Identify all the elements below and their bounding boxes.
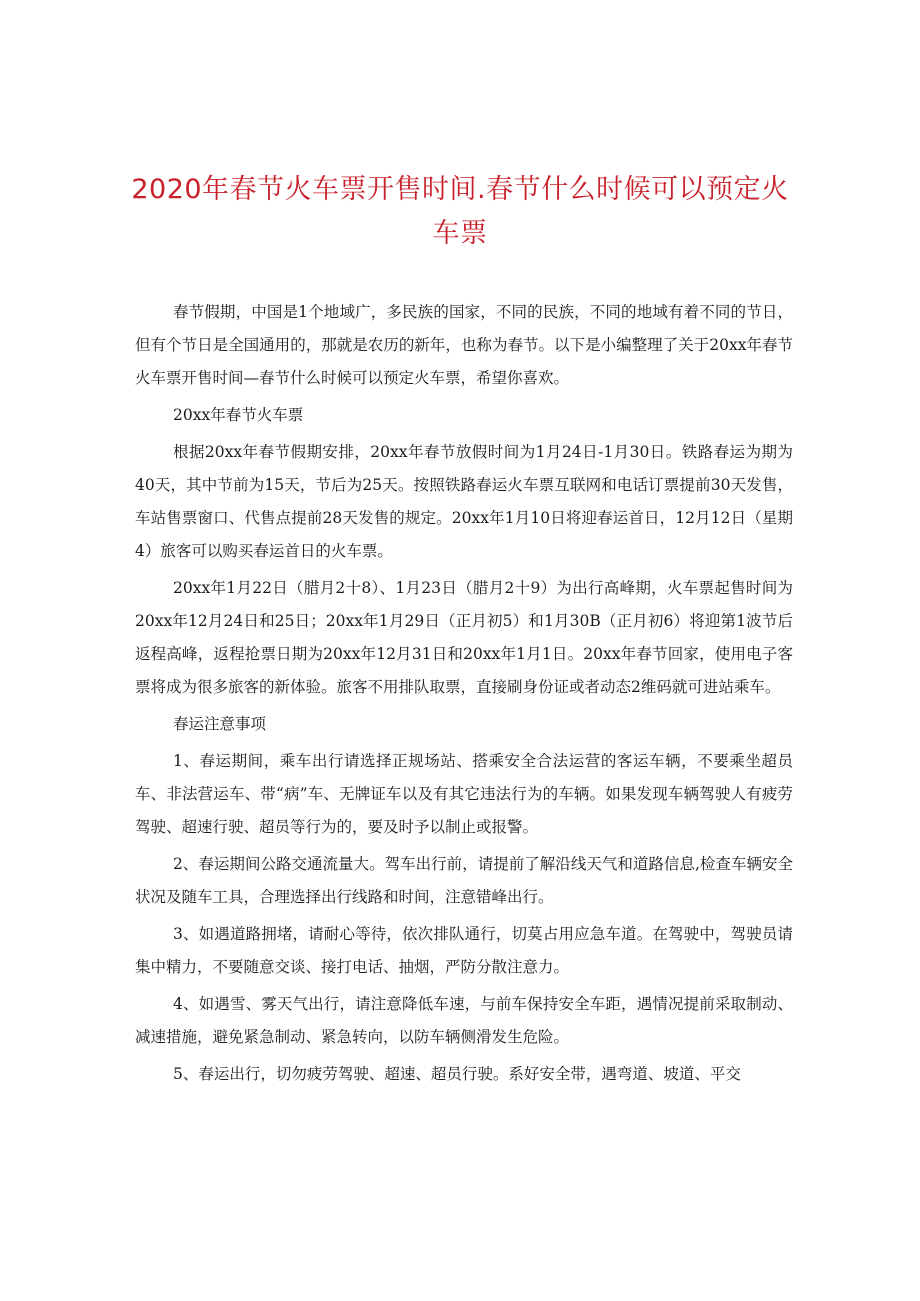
document-body	[135, 296, 793, 1095]
note-item-2: 2、春运期间公路交通流量大。驾车出行前，请提前了解沿线天气和道路信息,检查车辆安全状况及随车工具，合理选择出行线路和时间，注意错峰出行。	[135, 855, 793, 906]
note-item-1: 1、春运期间，乘车出行请选择正规场站、搭乘安全合法运营的客运车辆，不要乘坐超员车、非法营运车、带“病”车、无牌证车以及有其它违法行为的车辆。如果发现车辆驾驶人有疲劳驾驶、超速行驶、超员等行为的，要及时予以制止或报警。	[135, 752, 793, 836]
note-item-4: 4、如遇雪、雾天气出行，请注意降低车速，与前车保持安全车距，遇情况提前采取制动、减速措施，避免紧急制动、紧急转向，以防车辆侧滑发生危险。	[135, 995, 793, 1046]
paragraph-schedule: 根据20xx年春节假期安排，20xx年春节放假时间为1月24日-1月30日。铁路春运为期为40天，其中节前为15天，节后为25天。按照铁路春运火车票互联网和电话订票提前30天发售，车站售票窗口、代售点提前28天发售的规定。20xx年1月10日将迎春运首日，12月12日（星期4）旅客可以购买春运首日的火车票。	[135, 443, 793, 560]
note-item-3: 3、如遇道路拥堵，请耐心等待，依次排队通行，切莫占用应急车道。在驾驶中，驾驶员请集中精力，不要随意交谈、接打电话、抽烟，严防分散注意力。	[135, 925, 793, 976]
intro-paragraph: 春节假期，中国是1个地域广，多民族的国家，不同的民族，不同的地域有着不同的节日，但有个节日是全国通用的，那就是农历的新年，也称为春节。以下是小编整理了关于20xx年春节火车票开售时间—春节什么时候可以预定火车票，希望你喜欢。	[135, 303, 793, 387]
document-title: 2020年春节火车票开售时间.春节什么时候可以预定火车票	[131, 174, 789, 249]
note-item-5: 5、春运出行，切勿疲劳驾驶、超速、超员行驶。系好安全带，遇弯道、坡道、平交	[173, 1065, 741, 1083]
section-heading-notes: 春运注意事项	[173, 715, 267, 733]
section-heading-tickets: 20xx年春节火车票	[173, 406, 304, 424]
paragraph-peak: 20xx年1月22日（腊月2十8）、1月23日（腊月2十9）为出行高峰期，火车票起售时间为20xx年12月24日和25日；20xx年1月29日（正月初5）和1月30B（正月初6）将迎第1波节后返程高峰，返程抢票日期为20xx年12月31日和20xx年1月1日。20xx年春节回家，使用电子客票将成为很多旅客的新体验。旅客不用排队取票，直接刷身份证或者动态2维码就可进站乘车。	[135, 579, 793, 696]
